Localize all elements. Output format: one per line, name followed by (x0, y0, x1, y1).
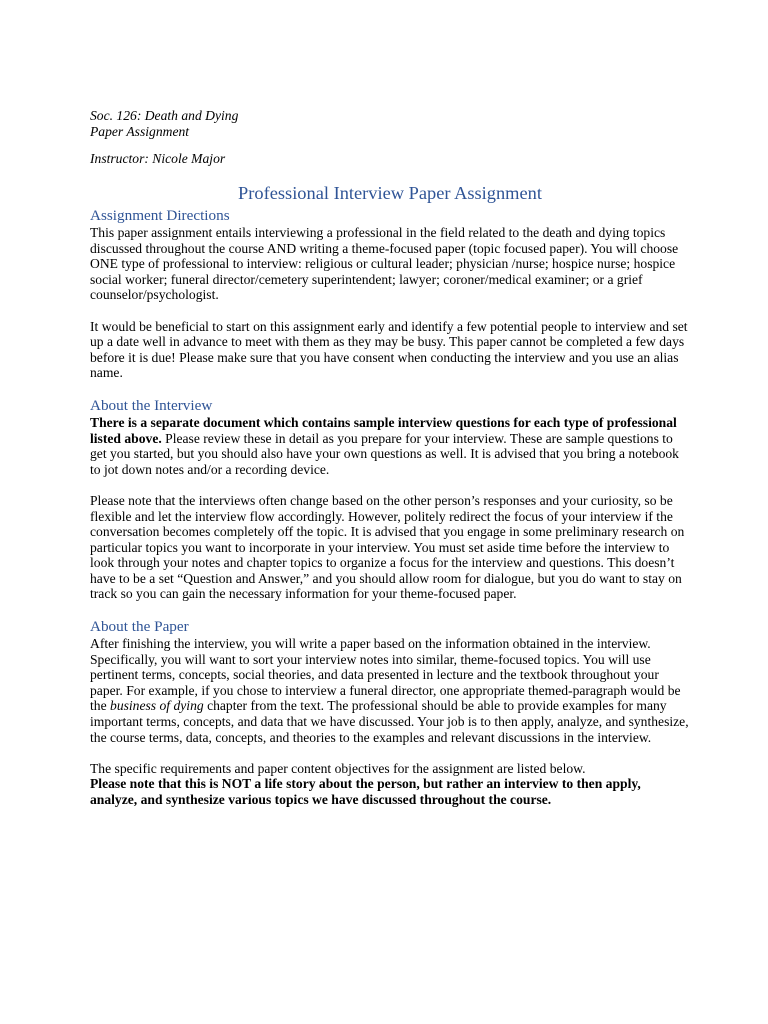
page-title: Professional Interview Paper Assignment (238, 183, 542, 203)
section-heading-directions: Assignment Directions (90, 207, 230, 224)
paper-paragraph-1-text-b: chapter from the text. The professional should be able to provide examples for many important terms, concepts, and data that we have discussed. Your job is to then apply, analyze, and synthesize, the course terms, data, concepts, and theories to the examples and relevant discussions in the interview. (90, 698, 689, 745)
interview-paragraph-1-text: Please review these in detail as you prepare for your interview. These are sample questions to get you started, but you should also have your own questions as well. It is advised that you bring a notebook to jot down notes and/or a recording device. (90, 430, 679, 477)
interview-paragraph-1 (90, 415, 690, 477)
document-header (90, 108, 690, 167)
document-type: Paper Assignment (90, 124, 190, 139)
course-name: Soc. 126: Death and Dying (90, 108, 239, 123)
interview-paragraph-2: Please note that the interviews often change based on the other person’s responses and your curiosity, so be flexible and let the interview flow accordingly. However, politely redirect the focus of your interview if the conversation becomes completely off the topic. It is advised that you engage in some preliminary research on particular topics you want to incorporate in your interview. You must set aside time before the interview to look through your notes and chapter topics to organize a focus for the interview and questions. This doesn’t have to be a set “Question and Answer,” and you should allow room for dialogue, but you do want to stay on track so you can gain the necessary information for your theme-focused paper. (90, 492, 685, 602)
directions-paragraph-2: It would be beneficial to start on this assignment early and identify a few potential people to interview and set up a date well in advance to meet with them as they may be busy. This paper cannot be completed a few days before it is due! Please make sure that you have consent when conducting the interview and you use an alias name. (90, 318, 688, 381)
instructor-name: Instructor: Nicole Major (90, 151, 226, 166)
paper-paragraph-1-text-a: After finishing the interview, you will write a paper based on the information obtained in the interview. Specifically, you will want to sort your interview notes into similar, theme-focused topics. You will use pertinent terms, concepts, social theories, and data presented in lecture and the textbook throughout your paper. For example, if you chose to interview a funeral director, one appropriate themed-paragraph would be the (90, 636, 681, 714)
paper-paragraph-2 (90, 761, 690, 808)
interview-bold-note: There is a separate document which contains sample interview questions for each type of professional listed above. (90, 414, 677, 446)
document-page (90, 108, 690, 808)
paper-bold-note: Please note that this is NOT a life story about the person, but rather an interview to then apply, analyze, and synthesize various topics we have discussed throughout the course. (90, 776, 641, 807)
paper-paragraph-2-text: The specific requirements and paper content objectives for the assignment are listed below. (90, 760, 586, 776)
section-heading-paper: About the Paper (90, 618, 189, 636)
paper-italic-phrase: business of dying (110, 698, 204, 714)
directions-paragraph-1: This paper assignment entails interviewing a professional in the field related to the death and dying topics discussed throughout the course AND writing a theme-focused paper (topic focused paper). You will choose ONE type of professional to interview: religious or cultural leader; physician /nurse; hospice nurse; hospice social worker; funeral director/cemetery superintendent; lawyer; coroner/medical examiner; or a grief counselor/psychologist. (90, 225, 679, 303)
paper-paragraph-1 (90, 636, 690, 745)
section-heading-interview: About the Interview (90, 396, 213, 414)
